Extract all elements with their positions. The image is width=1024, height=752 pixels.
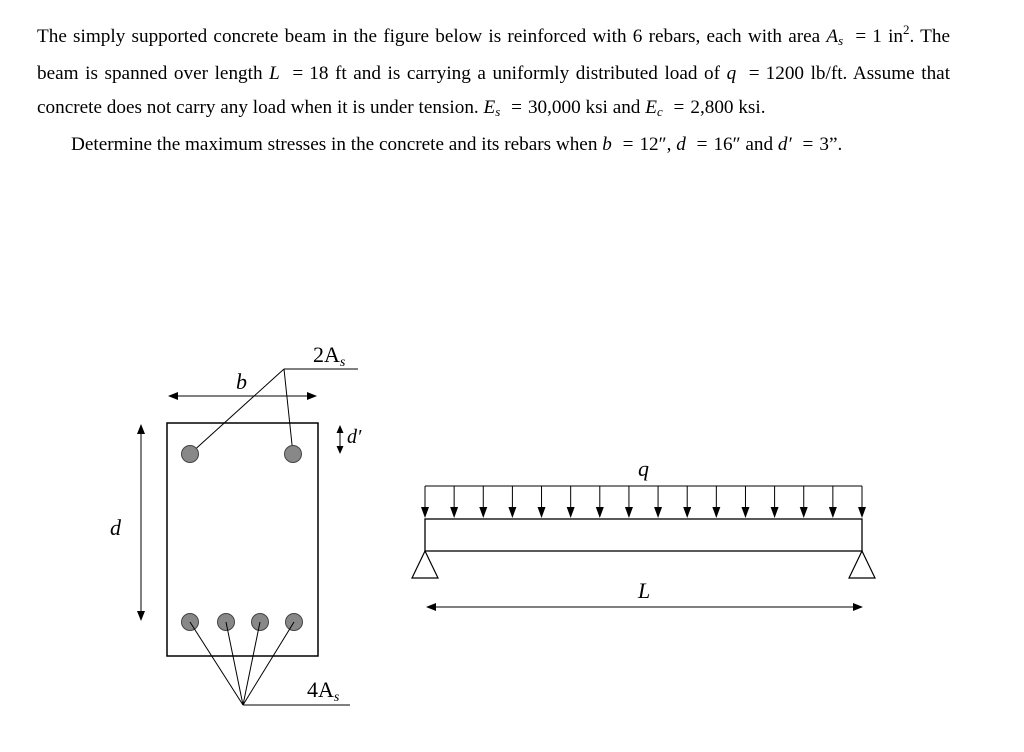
label-d: d	[110, 515, 121, 540]
support-right	[849, 551, 875, 578]
symbol-As-sub: s	[838, 33, 844, 48]
symbol-Ec-sub: c	[656, 103, 663, 119]
load-arrow-head	[625, 507, 633, 518]
value-L: 18 ft and is carrying a uniformly distributed load of	[309, 63, 721, 85]
text-span: . The beam is spanned over length	[37, 26, 951, 85]
symbol-b: b	[602, 134, 612, 156]
equals-sign: =	[855, 26, 867, 47]
load-arrow-head	[829, 507, 837, 518]
value-b: 12″,	[639, 134, 672, 156]
value-As-exp: 2	[903, 22, 910, 37]
symbol-Es: E	[483, 96, 496, 118]
load-arrow-head	[741, 507, 749, 518]
load-arrow-head	[596, 507, 604, 518]
label-L: L	[638, 578, 651, 603]
load-arrow-head	[538, 507, 546, 518]
equals-sign: =	[511, 96, 522, 118]
value-d: 16″ and	[713, 134, 774, 156]
load-arrow-head	[858, 507, 866, 518]
cross-section	[110, 342, 362, 705]
rebar-top-right	[285, 446, 302, 463]
text-intro: The simply supported concrete beam in the figure below is reinforced with 6 rebars, each with area	[37, 26, 821, 47]
equals-sign: =	[696, 134, 708, 156]
text-determine: Determine the maximum stresses in the concrete and its rebars when	[71, 134, 598, 156]
label-4As: 4As	[307, 677, 340, 705]
symbol-As: A	[826, 26, 839, 47]
value-dprime: 3”.	[819, 134, 843, 156]
symbol-Es-sub: s	[495, 103, 501, 119]
equals-sign: =	[673, 96, 685, 118]
symbol-d: d	[676, 134, 686, 156]
label-dprime: d′	[347, 426, 362, 448]
load-arrow-head	[479, 507, 487, 518]
label-2As: 2As	[313, 342, 346, 370]
value-As: 1 in	[872, 26, 903, 47]
width-label-b: b	[236, 369, 247, 394]
leader-4As-1	[190, 622, 243, 705]
load-arrow-head	[567, 507, 575, 518]
load-arrow-head	[450, 507, 458, 518]
distributed-load-arrows	[421, 486, 866, 518]
value-q: 1200 lb/ft. Assume that concrete does not carry any load when it is under tension.	[37, 63, 951, 118]
load-arrow-head	[712, 507, 720, 518]
beam-elevation	[412, 456, 875, 607]
leader-4As-3	[243, 622, 260, 705]
symbol-L: L	[269, 63, 280, 85]
equals-sign: =	[292, 63, 304, 85]
rebar-top-left	[182, 446, 199, 463]
value-Ec: 2,800 ksi.	[690, 96, 766, 118]
equals-sign: =	[748, 63, 760, 85]
load-arrow-head	[421, 507, 429, 518]
load-arrow-head	[654, 507, 662, 518]
value-Es: 30,000 ksi and	[527, 96, 641, 118]
symbol-Ec: E	[645, 96, 657, 118]
equals-sign: =	[622, 134, 634, 156]
load-arrow-head	[771, 507, 779, 518]
load-arrow-head	[683, 507, 691, 518]
label-q: q	[638, 456, 649, 481]
load-arrow-head	[800, 507, 808, 518]
support-left	[412, 551, 438, 578]
load-arrow-head	[508, 507, 516, 518]
beam-body	[425, 519, 862, 551]
leader-4As-4	[243, 622, 294, 705]
leader-2As-right	[284, 369, 293, 454]
symbol-dprime: d′	[777, 134, 792, 156]
equals-sign: =	[802, 134, 814, 156]
symbol-q: q	[726, 63, 737, 85]
